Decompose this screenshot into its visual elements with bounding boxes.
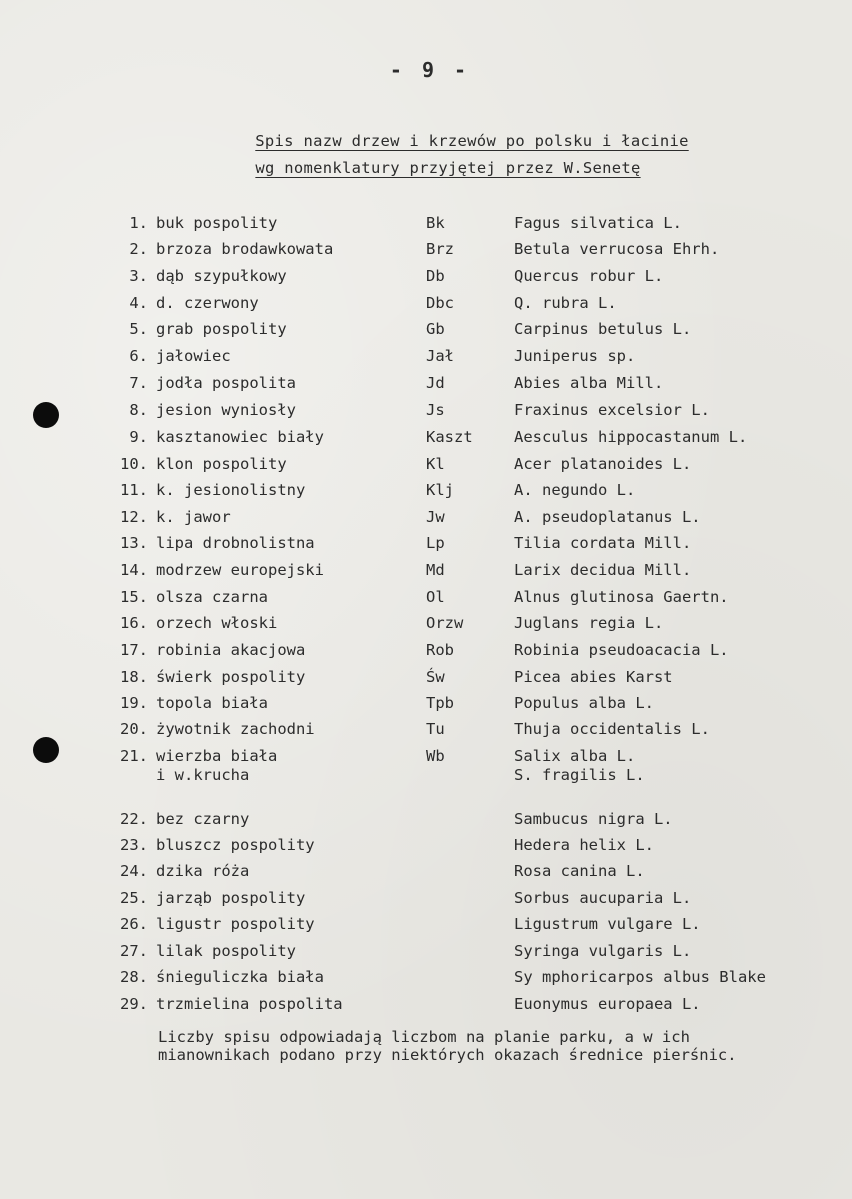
polish-name: trzmielina pospolita — [156, 995, 343, 1013]
abbreviation: Kl — [426, 455, 445, 473]
list-item — [0, 455, 852, 477]
polish-name: żywotnik zachodni — [156, 720, 315, 738]
list-item — [0, 561, 852, 583]
latin-name: Quercus robur L. — [514, 267, 664, 285]
abbreviation: Db — [426, 267, 445, 285]
latin-name: Robinia pseudoacacia L. — [514, 641, 729, 659]
list-item — [0, 641, 852, 663]
abbreviation: Św — [426, 668, 445, 686]
item-number: 19. — [120, 694, 148, 712]
abbreviation: Tu — [426, 720, 445, 738]
polish-name: wierzba biała — [156, 747, 278, 765]
latin-name: A. negundo L. — [514, 481, 636, 499]
latin-name: Q. rubra L. — [514, 294, 617, 312]
list-item — [0, 428, 852, 450]
item-number: 26. — [120, 915, 148, 933]
latin-name: Carpinus betulus L. — [514, 320, 692, 338]
polish-name: k. jesionolistny — [156, 481, 306, 499]
list-item — [0, 347, 852, 369]
abbreviation: Rob — [426, 641, 454, 659]
item-number: 15. — [120, 588, 148, 606]
item-number: 7. — [129, 374, 148, 392]
list-item — [0, 240, 852, 262]
latin-name: Juglans regia L. — [514, 614, 664, 632]
list-item — [0, 720, 852, 742]
item-number: 4. — [129, 294, 148, 312]
list-item — [0, 942, 852, 964]
list-item — [0, 214, 852, 236]
latin-name: Sy mphoricarpos albus Blake — [514, 968, 766, 986]
list-item — [0, 995, 852, 1017]
list-item — [0, 968, 852, 990]
abbreviation: Jał — [426, 347, 454, 365]
list-item — [0, 401, 852, 423]
item-number: 17. — [120, 641, 148, 659]
polish-name: ligustr pospolity — [156, 915, 315, 933]
item-number: 8. — [129, 401, 148, 419]
latin-name: Picea abies Karst — [514, 668, 673, 686]
polish-name: robinia akacjowa — [156, 641, 306, 659]
latin-name: Aesculus hippocastanum L. — [514, 428, 748, 446]
list-item — [0, 481, 852, 503]
latin-name: Fagus silvatica L. — [514, 214, 682, 232]
latin-name: Abies alba Mill. — [514, 374, 664, 392]
latin-name: A. pseudoplatanus L. — [514, 508, 701, 526]
latin-name: Juniperus sp. — [514, 347, 636, 365]
abbreviation: Brz — [426, 240, 454, 258]
list-item — [0, 614, 852, 636]
item-number: 16. — [120, 614, 148, 632]
list-item — [0, 374, 852, 396]
item-number: 22. — [120, 810, 148, 828]
title-line-2: wg nomenklatury przyjętej przez W.Senetę — [255, 159, 641, 177]
latin-name: Fraxinus excelsior L. — [514, 401, 710, 419]
polish-name: k. jawor — [156, 508, 231, 526]
latin-name: Larix decidua Mill. — [514, 561, 692, 579]
polish-name-continued: i w.krucha — [156, 766, 250, 784]
list-item — [0, 320, 852, 342]
item-number: 3. — [129, 267, 148, 285]
abbreviation: Bk — [426, 214, 445, 232]
polish-name: jesion wyniosły — [156, 401, 296, 419]
abbreviation: Jd — [426, 374, 445, 392]
polish-name: olsza czarna — [156, 588, 268, 606]
latin-name: Sambucus nigra L. — [514, 810, 673, 828]
abbreviation: Orzw — [426, 614, 464, 632]
item-number: 13. — [120, 534, 148, 552]
list-item — [0, 534, 852, 556]
item-number: 14. — [120, 561, 148, 579]
page-number: - 9 - — [389, 58, 471, 82]
latin-name: Populus alba L. — [514, 694, 654, 712]
list-item — [0, 267, 852, 289]
item-number: 24. — [120, 862, 148, 880]
list-item — [0, 862, 852, 884]
polish-name: klon pospolity — [156, 455, 287, 473]
item-number: 20. — [120, 720, 148, 738]
polish-name: brzoza brodawkowata — [156, 240, 334, 258]
item-number: 23. — [120, 836, 148, 854]
polish-name: grab pospolity — [156, 320, 287, 338]
polish-name: jałowiec — [156, 347, 231, 365]
item-number: 5. — [129, 320, 148, 338]
polish-name: buk pospolity — [156, 214, 278, 232]
list-item — [0, 836, 852, 858]
polish-name: bluszcz pospolity — [156, 836, 315, 854]
polish-name: orzech włoski — [156, 614, 278, 632]
polish-name: śnieguliczka biała — [156, 968, 324, 986]
polish-name: jodła pospolita — [156, 374, 296, 392]
item-number: 12. — [120, 508, 148, 526]
punch-hole-upper — [33, 402, 59, 428]
abbreviation: Wb — [426, 747, 445, 765]
latin-name: Syringa vulgaris L. — [514, 942, 692, 960]
item-number: 29. — [120, 995, 148, 1013]
abbreviation: Lp — [426, 534, 445, 552]
item-number: 6. — [129, 347, 148, 365]
list-item — [0, 508, 852, 530]
abbreviation: Jw — [426, 508, 445, 526]
item-number: 28. — [120, 968, 148, 986]
item-number: 27. — [120, 942, 148, 960]
abbreviation: Tpb — [426, 694, 454, 712]
item-number: 2. — [129, 240, 148, 258]
list-item — [0, 810, 852, 832]
latin-name: Acer platanoides L. — [514, 455, 692, 473]
abbreviation: Js — [426, 401, 445, 419]
latin-name: Sorbus aucuparia L. — [514, 889, 692, 907]
list-item — [0, 668, 852, 690]
list-item — [0, 694, 852, 716]
title-line-1: Spis nazw drzew i krzewów po polsku i łacinie — [255, 132, 689, 150]
abbreviation: Klj — [426, 481, 454, 499]
item-number: 10. — [120, 455, 148, 473]
latin-name: Hedera helix L. — [514, 836, 654, 854]
item-number: 18. — [120, 668, 148, 686]
abbreviation: Kaszt — [426, 428, 473, 446]
polish-name: modrzew europejski — [156, 561, 324, 579]
polish-name: dąb szypułkowy — [156, 267, 287, 285]
punch-hole-lower — [33, 737, 59, 763]
footnote-line-1: Liczby spisu odpowiadają liczbom na planie parku, a w ich — [158, 1028, 690, 1046]
latin-name: Rosa canina L. — [514, 862, 645, 880]
polish-name: lilak pospolity — [156, 942, 296, 960]
item-number: 11. — [120, 481, 148, 499]
list-item — [0, 747, 852, 784]
abbreviation: Md — [426, 561, 445, 579]
latin-name-continued: S. fragilis L. — [514, 766, 645, 784]
abbreviation: Dbc — [426, 294, 454, 312]
polish-name: dzika róża — [156, 862, 250, 880]
latin-name: Betula verrucosa Ehrh. — [514, 240, 720, 258]
abbreviation: Ol — [426, 588, 445, 606]
item-number: 1. — [129, 214, 148, 232]
latin-name: Euonymus europaea L. — [514, 995, 701, 1013]
latin-name: Salix alba L. — [514, 747, 636, 765]
abbreviation: Gb — [426, 320, 445, 338]
latin-name: Ligustrum vulgare L. — [514, 915, 701, 933]
list-item — [0, 588, 852, 610]
latin-name: Tilia cordata Mill. — [514, 534, 692, 552]
list-item — [0, 889, 852, 911]
list-item — [0, 294, 852, 316]
item-number: 25. — [120, 889, 148, 907]
item-number: 21. — [120, 747, 148, 765]
polish-name: świerk pospolity — [156, 668, 306, 686]
list-item — [0, 915, 852, 937]
polish-name: d. czerwony — [156, 294, 259, 312]
polish-name: bez czarny — [156, 810, 250, 828]
latin-name: Alnus glutinosa Gaertn. — [514, 588, 729, 606]
polish-name: kasztanowiec biały — [156, 428, 324, 446]
footnote-line-2: mianownikach podano przy niektórych okazach średnice pierśnic. — [158, 1046, 737, 1064]
polish-name: lipa drobnolistna — [156, 534, 315, 552]
latin-name: Thuja occidentalis L. — [514, 720, 710, 738]
polish-name: topola biała — [156, 694, 268, 712]
item-number: 9. — [129, 428, 148, 446]
polish-name: jarząb pospolity — [156, 889, 306, 907]
